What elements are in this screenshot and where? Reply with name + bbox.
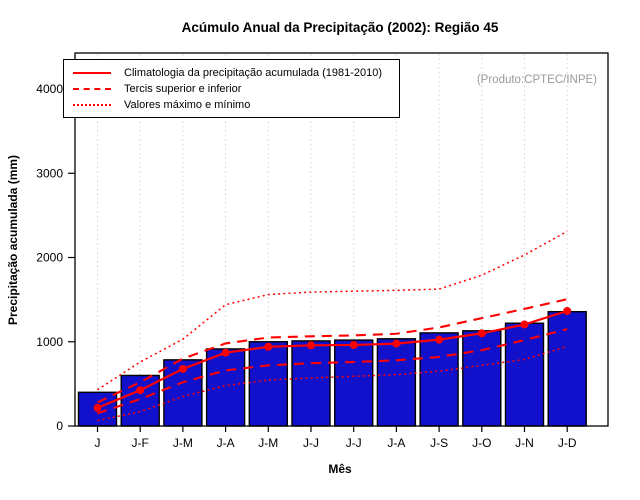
chart-title: Acúmulo Anual da Precipitação (2002): Região 45 (181, 20, 499, 35)
product-credit: (Produto:CPTEC/INPE) (476, 74, 597, 86)
data-point (435, 336, 443, 344)
legend-item-terciles (64, 81, 399, 97)
x-tick-label: J-J (345, 436, 362, 450)
legend-label: Valores máximo e mínimo (124, 99, 251, 111)
x-tick-label: J-M (258, 436, 279, 450)
y-tick-label: 1000 (36, 334, 63, 349)
data-point (264, 343, 272, 351)
data-point (350, 341, 358, 349)
bar-J-J (335, 340, 373, 426)
bar-J-O (463, 331, 501, 426)
x-tick-label: J-M (172, 436, 193, 450)
x-tick-label: J-A (216, 436, 235, 450)
legend-item-climatology (64, 65, 399, 81)
y-tick-label: 0 (56, 419, 63, 433)
y-tick-label: 2000 (36, 250, 63, 265)
x-tick-label: J-J (303, 436, 319, 450)
data-point (521, 320, 529, 328)
bar-J-S (420, 333, 458, 426)
dashed-line-icon (73, 88, 111, 90)
x-tick-label: J-D (557, 436, 577, 450)
dotted-line-icon (73, 104, 111, 106)
bar-J-D (548, 312, 586, 426)
y-axis-title: Precipitação acumulada (mm) (6, 154, 20, 326)
x-tick-label: J-A (387, 436, 406, 450)
bar-J-J (292, 341, 330, 426)
solid-line-icon (73, 72, 111, 74)
x-tick-label: J (94, 436, 101, 450)
data-point (136, 386, 144, 394)
y-tick-label: 3000 (36, 166, 63, 181)
data-point (392, 340, 400, 348)
data-point (563, 307, 571, 315)
data-point (222, 349, 230, 357)
legend-item-maxmin (64, 97, 399, 113)
legend (63, 59, 400, 118)
y-tick-label: 4000 (36, 82, 63, 96)
bar-J-M (249, 342, 287, 426)
legend-label: Tercis superior e inferior (124, 83, 242, 95)
bar-J-A (207, 349, 245, 426)
data-point (478, 329, 486, 337)
data-point (179, 365, 187, 373)
bar-J-A (377, 339, 415, 426)
legend-label: Climatologia da precipitação acumulada (1981-2010) (124, 67, 383, 79)
data-point (94, 404, 102, 412)
data-point (307, 341, 315, 349)
x-tick-label: J-N (515, 436, 534, 450)
x-tick-label: J-F (131, 436, 149, 450)
x-tick-label: J-O (472, 436, 492, 450)
bar-J-N (506, 323, 544, 426)
x-axis-title: Mês (328, 462, 352, 476)
x-tick-label: J-S (430, 436, 449, 450)
